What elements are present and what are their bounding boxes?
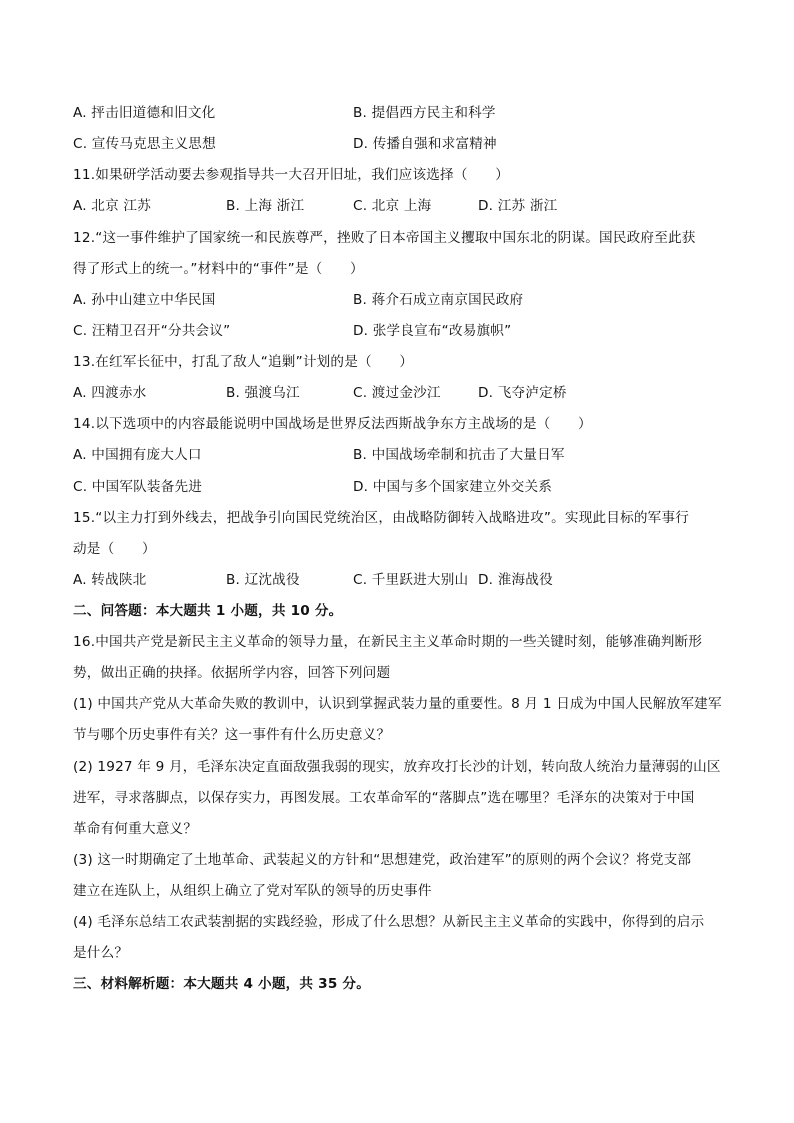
q16-line-7: 革命有何重大意义？: [73, 821, 198, 837]
q10-option-d[interactable]: D. 传播自强和求富精神: [353, 136, 497, 152]
section-heading-2: 二、问答题：本大题共 1 小题，共 10 分。: [73, 603, 343, 619]
q12-option-b[interactable]: B. 蒋介石成立南京国民政府: [353, 292, 524, 308]
q16-line-6: 进军，寻求落脚点，以保存实力，再图发展。工农革命军的“落脚点”选在哪里？毛泽东的决策对于中国: [73, 790, 695, 806]
q16-line-8: (3) 这一时期确定了土地革命、武装起义的方针和“思想建党，政治建军”的原则的两个会议？将党支部: [73, 852, 692, 868]
q13-option-b[interactable]: B. 强渡乌江: [226, 385, 300, 401]
q12-option-d[interactable]: D. 张学良宣布“改易旗帜”: [353, 323, 512, 339]
q15-option-b[interactable]: B. 辽沈战役: [226, 572, 300, 588]
q16-line-2: 势，做出正确的抉择。依据所学内容，回答下列问题: [73, 665, 391, 681]
q13-stem: 13.在红军长征中，打乱了敌人“追剿”计划的是（ ）: [73, 354, 414, 370]
q11-option-a[interactable]: A. 北京 江苏: [73, 198, 151, 214]
q16-line-4: 节与哪个历史事件有关？这一事件有什么历史意义？: [73, 727, 391, 743]
section-heading-3: 三、材料解析题：本大题共 4 小题，共 35 分。: [73, 976, 370, 992]
q12-option-a[interactable]: A. 孙中山建立中华民国: [73, 292, 216, 308]
q11-stem: 11.如果研学活动要去参观指导共一大召开旧址，我们应该选择（ ）: [73, 167, 510, 183]
q11-option-c[interactable]: C. 北京 上海: [353, 198, 432, 214]
q10-option-a[interactable]: A. 抨击旧道德和旧文化: [73, 105, 216, 121]
q16-line-1: 16.中国共产党是新民主主义革命的领导力量，在新民主主义革命时期的一些关键时刻，能够准确判断形: [73, 634, 703, 650]
q11-option-d[interactable]: D. 江苏 浙江: [478, 198, 558, 214]
q10-option-c[interactable]: C. 宣传马克思主义思想: [73, 136, 216, 152]
q13-option-c[interactable]: C. 渡过金沙江: [353, 385, 441, 401]
q16-line-9: 建立在连队上，从组织上确立了党对军队的领导的历史事件: [73, 883, 432, 899]
q12-stem-line-1: 12.“这一事件维护了国家统一和民族尊严，挫败了日本帝国主义攫取中国东北的阴谋。国民政府至此获: [73, 230, 696, 246]
q15-option-d[interactable]: D. 淮海战役: [478, 572, 553, 588]
q14-stem: 14.以下选项中的内容最能说明中国战场是世界反法西斯战争东方主战场的是（ ）: [73, 416, 592, 432]
q15-stem-line-2: 动是（ ）: [73, 541, 156, 557]
q16-line-3: (1) 中国共产党从大革命失败的教训中，认识到掌握武装力量的重要性。8 月 1 日成为中国人民解放军建军: [73, 696, 722, 712]
q13-option-a[interactable]: A. 四渡赤水: [73, 385, 147, 401]
q16-line-5: (2) 1927 年 9 月，毛泽东决定直面敌强我弱的现实，放弃攻打长沙的计划，转向敌人统治力量薄弱的山区: [73, 759, 721, 775]
q10-option-b[interactable]: B. 提倡西方民主和科学: [353, 105, 496, 121]
q13-option-d[interactable]: D. 飞夺泸定桥: [478, 385, 567, 401]
q16-line-11: 是什么？: [73, 945, 129, 961]
q12-option-c[interactable]: C. 汪精卫召开“分共会议”: [73, 323, 231, 339]
q11-option-b[interactable]: B. 上海 浙江: [226, 198, 305, 214]
q14-option-a[interactable]: A. 中国拥有庞大人口: [73, 447, 202, 463]
q14-option-d[interactable]: D. 中国与多个国家建立外交关系: [353, 479, 553, 495]
q15-stem-line-1: 15.“以主力打到外线去，把战争引向国民党统治区，由战略防御转入战略进攻”。实现此目标的军事行: [73, 510, 690, 526]
q14-option-b[interactable]: B. 中国战场牵制和抗击了大量日军: [353, 447, 565, 463]
q16-line-10: (4) 毛泽东总结工农武装割据的实践经验，形成了什么思想？从新民主主义革命的实践中，你得到的启示: [73, 914, 705, 930]
q15-option-a[interactable]: A. 转战陕北: [73, 572, 147, 588]
q12-stem-line-2: 得了形式上的统一。”材料中的“事件”是（ ）: [73, 261, 364, 277]
q14-option-c[interactable]: C. 中国军队装备先进: [73, 479, 203, 495]
q15-option-c[interactable]: C. 千里跃进大别山: [353, 572, 469, 588]
